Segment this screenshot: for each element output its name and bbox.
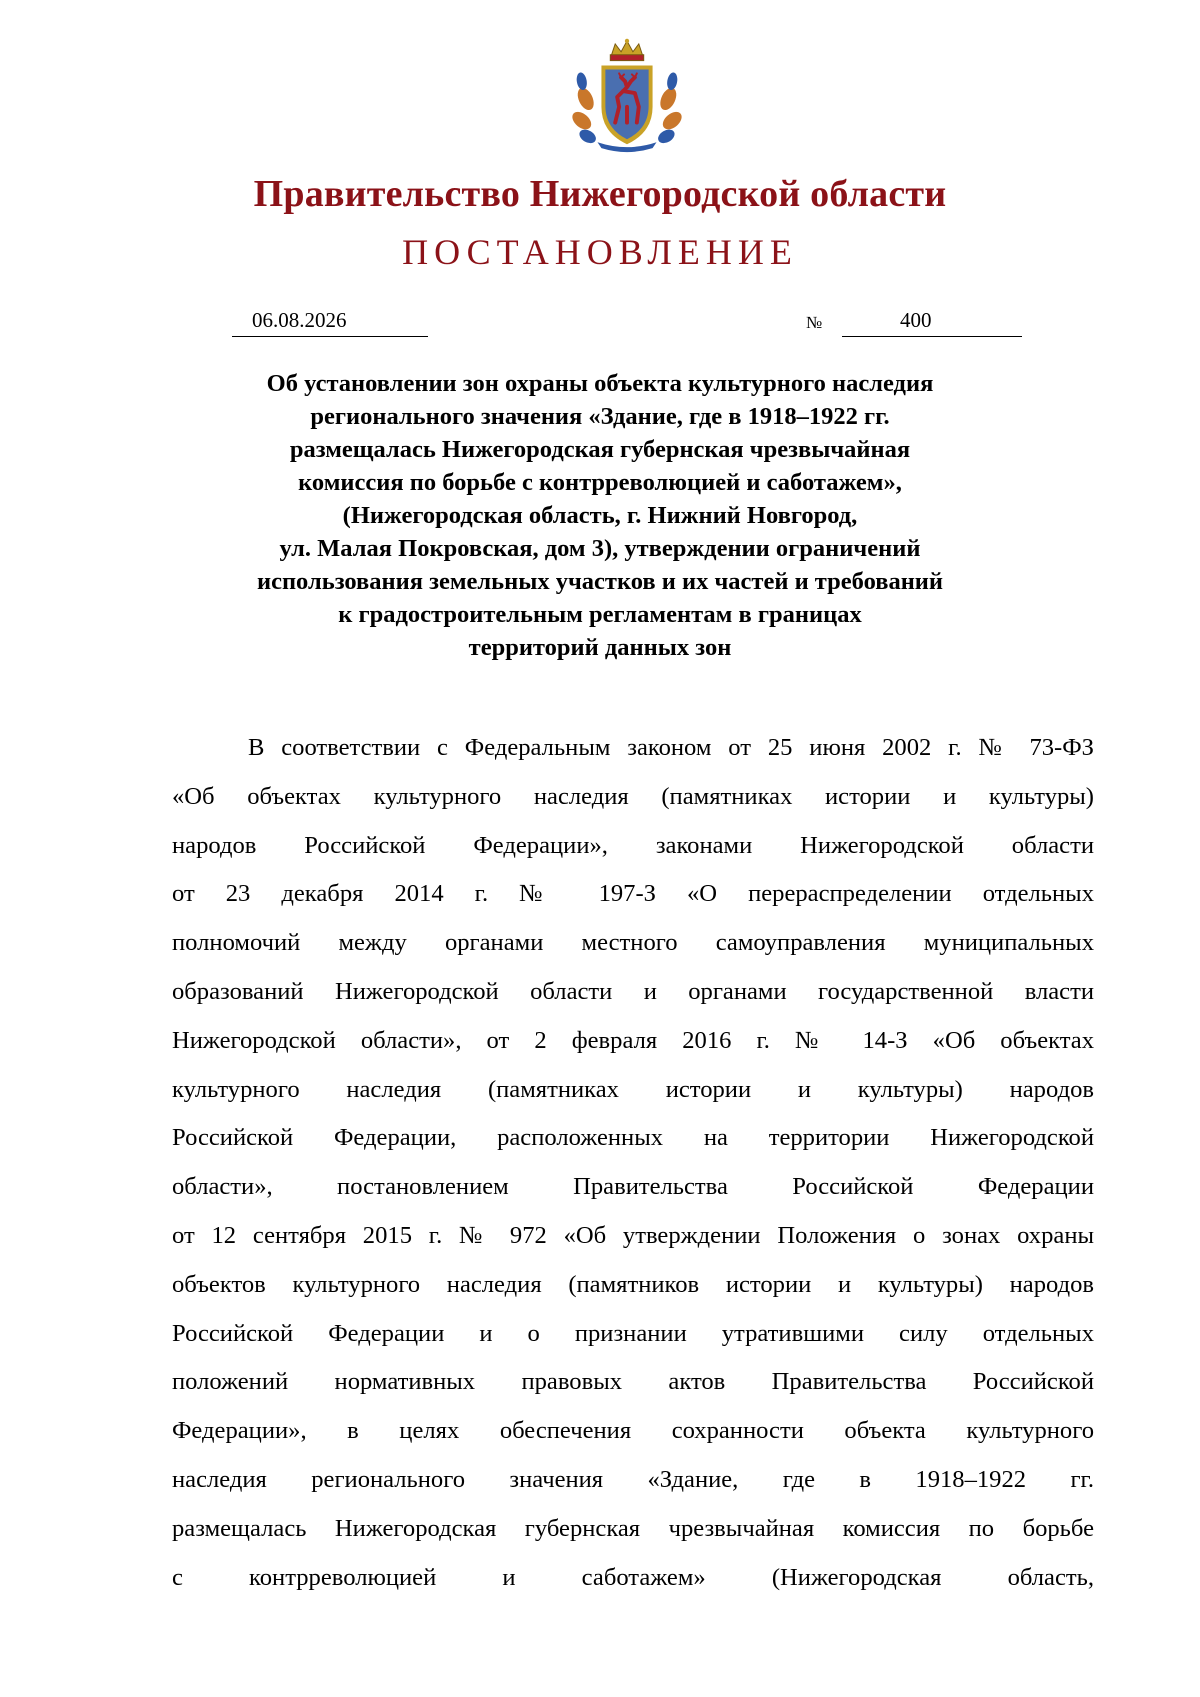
document-type: ПОСТАНОВЛЕНИЕ bbox=[402, 232, 798, 272]
body-line: В соответствии с Федеральным законом от 25 июня 2002 г. № 73-ФЗ bbox=[248, 734, 1094, 761]
document-body bbox=[172, 724, 1094, 1602]
subject-line: к градостроительным регламентам в границах bbox=[338, 601, 862, 628]
subject-line: Об установлении зон охраны объекта культурного наследия bbox=[266, 370, 934, 397]
document-date: 06.08.2026 bbox=[252, 308, 347, 332]
subject-line: ул. Малая Покровская, дом 3), утверждении ограничений bbox=[279, 535, 921, 562]
body-line: размещалась Нижегородская губернская чрезвычайная комиссия по борьбе bbox=[172, 1514, 1094, 1542]
document-date-field bbox=[232, 306, 428, 337]
document-number: 400 bbox=[900, 308, 932, 332]
government-title: Правительство Нижегородской области bbox=[253, 173, 947, 215]
subject-line: комиссия по борьбе с контрреволюцией и саботажем», bbox=[298, 469, 902, 496]
body-line: положений нормативных правовых актов Правительства Российской bbox=[172, 1368, 1094, 1396]
body-line: культурного наследия (памятниках истории и культуры) народов bbox=[172, 1075, 1094, 1103]
number-sign: № bbox=[806, 313, 823, 332]
subject-line: использования земельных участков и их частей и требований bbox=[256, 568, 944, 595]
document-subject bbox=[220, 367, 980, 664]
body-line: народов Российской Федерации», законами Нижегородской области bbox=[172, 831, 1094, 859]
body-line: от 23 декабря 2014 г. № 197-З «О перераспределении отдельных bbox=[172, 880, 1094, 908]
body-line: полномочий между органами местного самоуправления муниципальных bbox=[172, 929, 1094, 957]
body-line: образований Нижегородской области и органами государственной власти bbox=[172, 977, 1094, 1005]
subject-line: (Нижегородская область, г. Нижний Новгород, bbox=[342, 502, 858, 529]
body-line: объектов культурного наследия (памятников истории и культуры) народов bbox=[172, 1270, 1094, 1298]
body-line: области», постановлением Правительства Российской Федерации bbox=[172, 1173, 1094, 1201]
body-line: наследия регионального значения «Здание, где в 1918–1922 гг. bbox=[172, 1465, 1094, 1493]
document-number-field bbox=[842, 306, 1022, 337]
coat-of-arms-emblem bbox=[568, 38, 686, 156]
subject-line: размещалась Нижегородская губернская чрезвычайная bbox=[289, 436, 911, 463]
subject-line: территорий данных зон bbox=[468, 634, 732, 661]
body-line: Федерации», в целях обеспечения сохранности объекта культурного bbox=[172, 1417, 1094, 1445]
body-line: Российской Федерации и о признании утратившими силу отдельных bbox=[172, 1319, 1094, 1347]
body-line: с контрреволюцией и саботажем» (Нижегородская область, bbox=[172, 1563, 1094, 1591]
subject-line: регионального значения «Здание, где в 1918–1922 гг. bbox=[310, 403, 890, 430]
body-line: Нижегородской области», от 2 февраля 2016 г. № 14-З «Об объектах bbox=[172, 1026, 1094, 1054]
body-line: «Об объектах культурного наследия (памятниках истории и культуры) bbox=[172, 782, 1094, 810]
body-line: от 12 сентября 2015 г. № 972 «Об утверждении Положения о зонах охраны bbox=[172, 1221, 1094, 1249]
body-line: Российской Федерации, расположенных на территории Нижегородской bbox=[172, 1124, 1094, 1152]
